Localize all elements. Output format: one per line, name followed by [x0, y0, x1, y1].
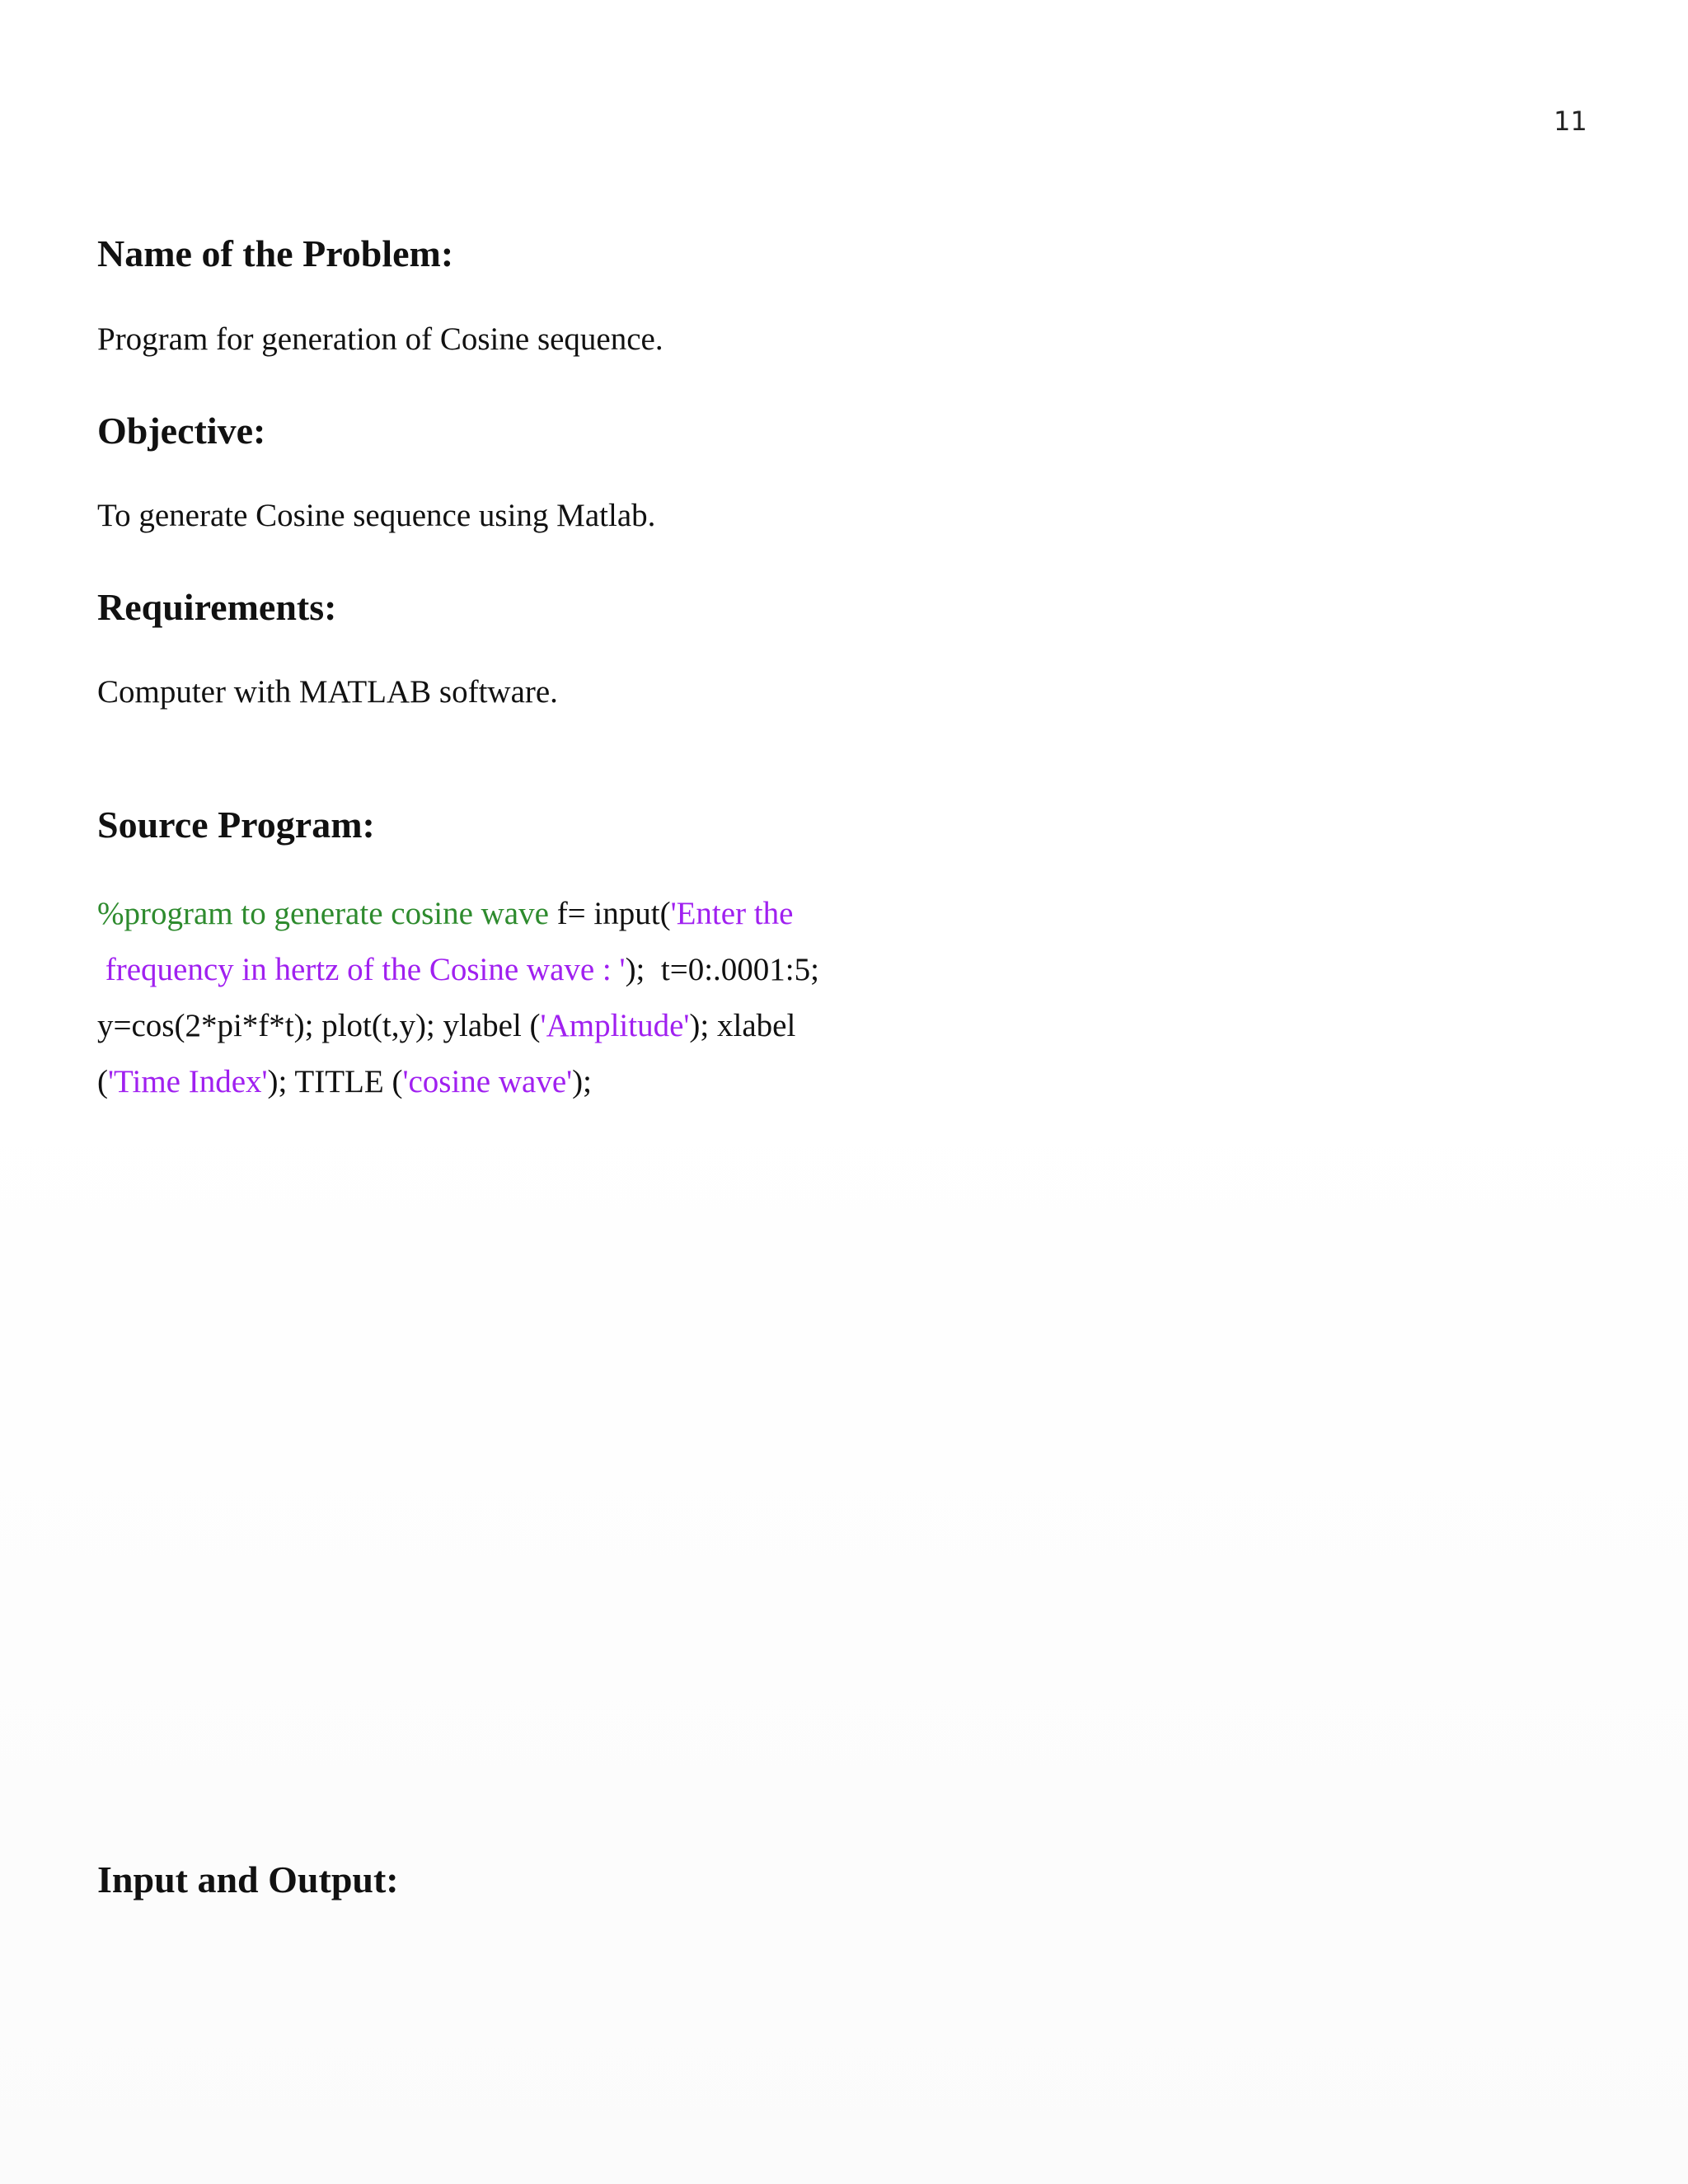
code-line: [97, 942, 889, 998]
code-token: );: [572, 1064, 592, 1099]
code-token: 'Enter the: [670, 896, 794, 931]
code-token: ); t=0:.0001:5;: [625, 952, 819, 987]
code-token: frequency in hertz of the Cosine wave : ': [97, 952, 626, 987]
source-program-heading: Source Program:: [97, 804, 375, 846]
code-token: 'cosine wave': [402, 1064, 573, 1099]
source-code-block: [97, 886, 889, 1110]
page-background: [0, 1071, 1688, 2184]
code-token: 'Time Index': [108, 1064, 268, 1099]
objective-heading: Objective:: [97, 410, 266, 452]
problem-heading: Name of the Problem:: [97, 232, 454, 274]
code-line: [97, 998, 889, 1054]
code-token: f= input(: [548, 896, 671, 931]
problem-text: Program for generation of Cosine sequence.: [97, 321, 663, 357]
input-output-heading: Input and Output:: [97, 1858, 399, 1900]
code-token: %program to generate cosine wave: [97, 896, 549, 931]
page-number: 11: [1554, 105, 1587, 137]
code-line: [97, 886, 889, 942]
code-token: (: [97, 1064, 108, 1099]
code-line: [97, 1054, 889, 1110]
code-token: ); TITLE (: [267, 1064, 403, 1099]
code-token: 'Amplitude': [540, 1008, 690, 1043]
objective-text: To generate Cosine sequence using Matlab.: [97, 498, 656, 533]
requirements-heading: Requirements:: [97, 586, 337, 628]
requirements-text: Computer with MATLAB software.: [97, 674, 558, 710]
code-token: y=cos(2*pi*f*t); plot(t,y); ylabel (: [97, 1008, 541, 1043]
code-token: ); xlabel: [689, 1008, 796, 1043]
